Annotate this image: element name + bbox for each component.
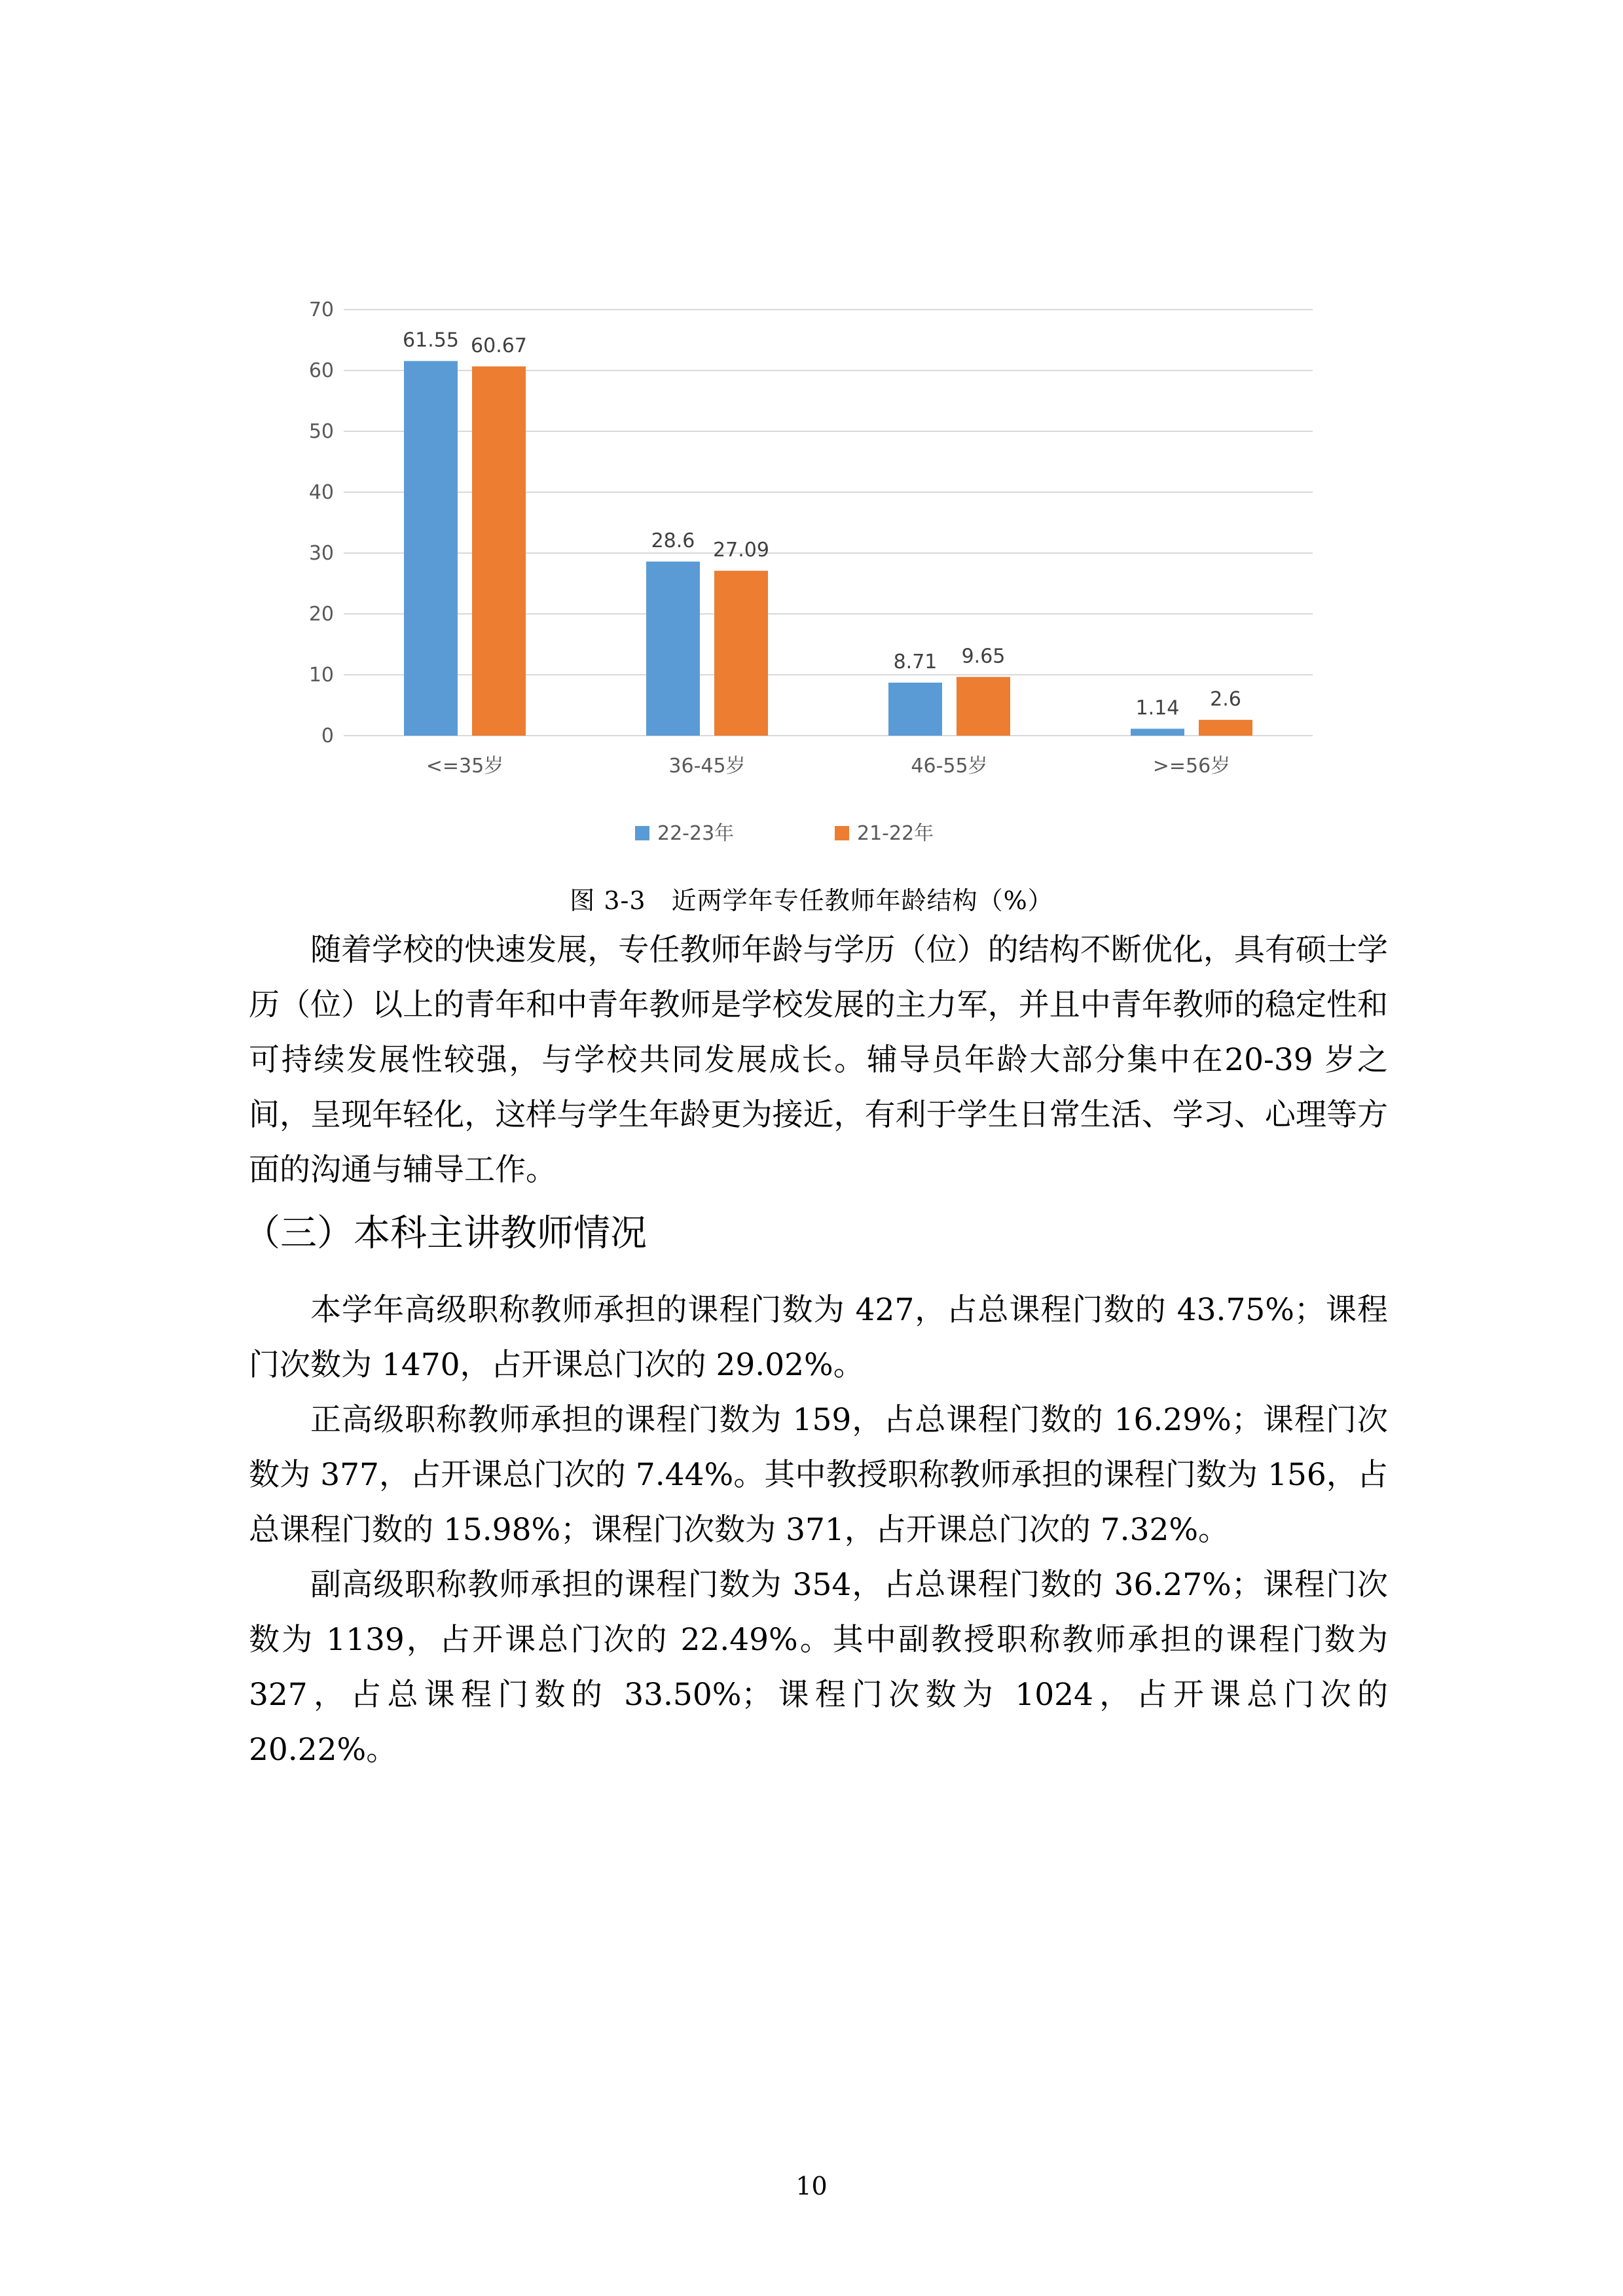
chart-data-labels bbox=[403, 329, 1241, 720]
bar-1-2 bbox=[646, 562, 700, 736]
data-label: 9.65 bbox=[961, 645, 1006, 668]
bar-1-4 bbox=[1131, 728, 1184, 736]
chart-x-axis bbox=[426, 755, 1230, 778]
x-tick-label: >=56岁 bbox=[1152, 755, 1231, 778]
data-label: 27.09 bbox=[713, 539, 769, 562]
body-paragraph-3: 正高级职称教师承担的课程门数为 159，占总课程门数的 16.29%；课程门次数为 377，占开课总门次的 7.44%。其中教授职称教师承担的课程门数为 156，占总课程门数的 15.98%；课程门次数为 371，占开课总门次的 7.32%。 bbox=[249, 1402, 1388, 1548]
legend-swatch-2 bbox=[835, 826, 849, 840]
data-label: 1.14 bbox=[1135, 696, 1180, 720]
bar-2-1 bbox=[472, 367, 526, 736]
data-label: 61.55 bbox=[403, 329, 459, 352]
legend-swatch-1 bbox=[635, 826, 649, 840]
x-tick-label: 46-55岁 bbox=[911, 755, 988, 778]
data-label: 2.6 bbox=[1210, 687, 1241, 711]
figure-caption: 图 3-3 近两学年专任教师年龄结构（%） bbox=[570, 886, 1053, 915]
legend-label-2: 21-22年 bbox=[857, 822, 934, 845]
x-tick-label: 36-45岁 bbox=[668, 755, 746, 778]
page-number: 10 bbox=[795, 2172, 828, 2200]
data-label: 8.71 bbox=[893, 650, 938, 673]
y-tick-label: 40 bbox=[308, 481, 334, 504]
age-structure-chart bbox=[0, 0, 1623, 877]
y-tick-label: 60 bbox=[308, 359, 334, 382]
data-label: 60.67 bbox=[471, 334, 527, 357]
y-tick-label: 10 bbox=[308, 664, 334, 687]
legend-label-1: 22-23年 bbox=[657, 822, 735, 845]
x-tick-label: <=35岁 bbox=[426, 755, 504, 778]
data-label: 28.6 bbox=[651, 529, 695, 553]
bar-2-4 bbox=[1199, 720, 1252, 736]
bar-1-3 bbox=[888, 683, 942, 736]
bar-2-2 bbox=[714, 571, 768, 736]
body-paragraph-2: 本学年高级职称教师承担的课程门数为 427，占总课程门数的 43.75%；课程门次数为 1470，占开课总门次的 29.02%。 bbox=[249, 1292, 1388, 1383]
bar-1-1 bbox=[404, 361, 458, 736]
chart-legend bbox=[635, 822, 934, 845]
body-paragraph-4: 副高级职称教师承担的课程门数为 354，占总课程门数的 36.27%；课程门次数为 1139，占开课总门次的 22.49%。其中副教授职称教师承担的课程门数为 327，占总课程门数的 33.50%；课程门次数为 1024，占开课总门次的 20.22%。 bbox=[249, 1567, 1388, 1768]
y-tick-label: 50 bbox=[308, 420, 334, 443]
chart-y-axis bbox=[309, 298, 334, 747]
y-tick-label: 0 bbox=[321, 725, 334, 747]
y-tick-label: 70 bbox=[308, 298, 334, 321]
y-tick-label: 20 bbox=[308, 603, 334, 626]
section-heading: （三）本科主讲教师情况 bbox=[244, 1212, 647, 1255]
chart-bars bbox=[404, 361, 1252, 736]
body-paragraph-1: 随着学校的快速发展，专任教师年龄与学历（位）的结构不断优化，具有硕士学历（位）以上的青年和中青年教师是学校发展的主力军，并且中青年教师的稳定性和可持续发展性较强，与学校共同发展成长。辅导员年龄大部分集中在20-39 岁之间，呈现年轻化，这样与学生年龄更为接近，有利于学生日常生活、学习、心理等方面的沟通与辅导工作。 bbox=[249, 932, 1388, 1188]
y-tick-label: 30 bbox=[308, 542, 334, 565]
bar-2-3 bbox=[957, 677, 1010, 736]
